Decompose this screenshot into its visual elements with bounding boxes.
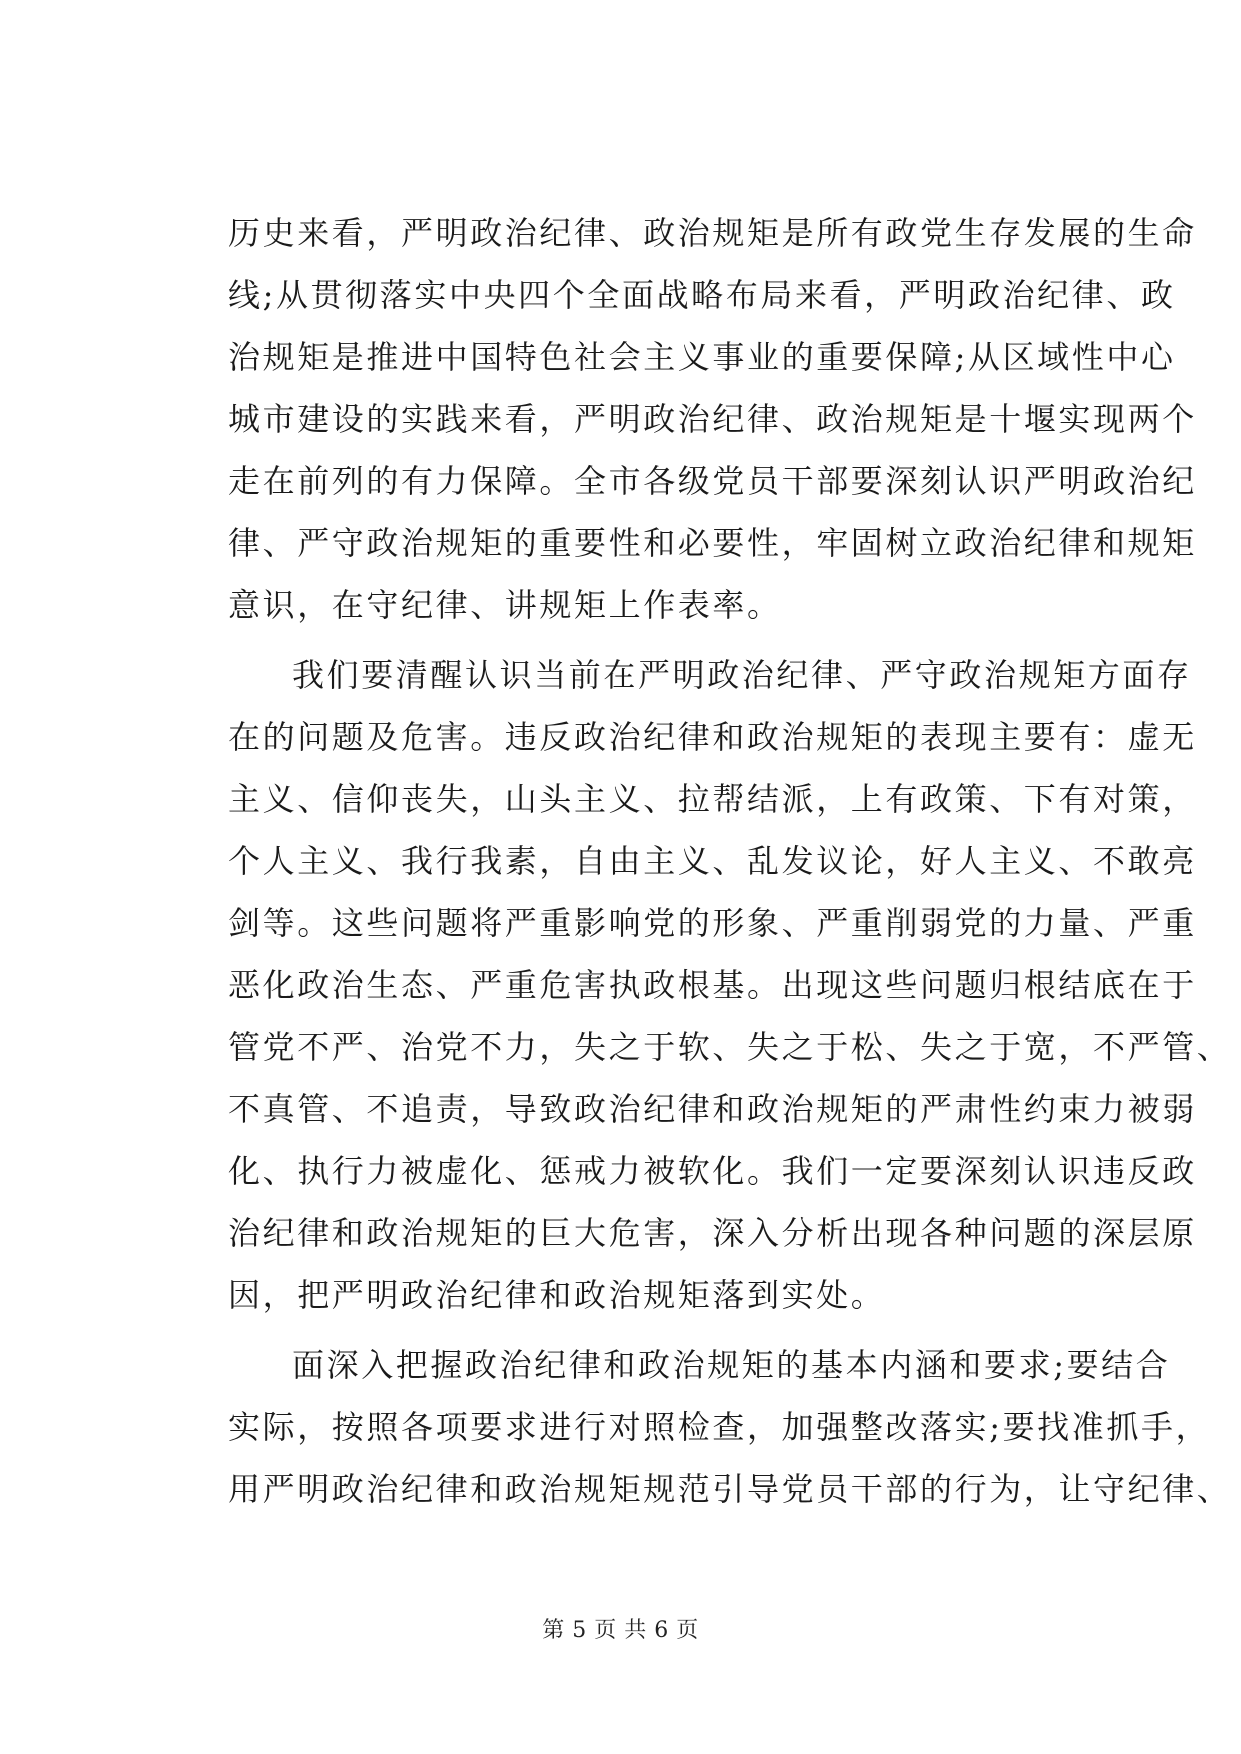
paragraph-1-line-2: 线;从贯彻落实中央四个全面战略布局来看，严明政治纪律、政 [228,276,1176,314]
paragraph-2-line-7: 管党不严、治党不力，失之于软、失之于松、失之于宽，不严管、 [228,1028,1232,1066]
paragraph-2-line-8: 不真管、不追责，导致政治纪律和政治规矩的严肃性约束力被弱 [228,1090,1197,1128]
paragraph-1-line-3: 治规矩是推进中国特色社会主义事业的重要保障;从区域性中心 [228,338,1176,376]
paragraph-1-line-7: 意识，在守纪律、讲规矩上作表率。 [228,586,782,624]
paragraph-1-line-6: 律、严守政治规矩的重要性和必要性，牢固树立政治纪律和规矩 [228,524,1197,562]
paragraph-1-line-1: 历史来看，严明政治纪律、政治规矩是所有政党生存发展的生命 [228,214,1197,252]
paragraph-2-line-2: 在的问题及危害。违反政治纪律和政治规矩的表现主要有：虚无 [228,718,1197,756]
paragraph-2-line-6: 恶化政治生态、严重危害执政根基。出现这些问题归根结底在于 [228,966,1197,1004]
paragraph-2-line-11: 因，把严明政治纪律和政治规矩落到实处。 [228,1276,886,1314]
paragraph-2-line-3: 主义、信仰丧失，山头主义、拉帮结派，上有政策、下有对策， [228,780,1197,818]
paragraph-3-line-3: 用严明政治纪律和政治规矩规范引导党员干部的行为，让守纪律、 [228,1470,1232,1508]
paragraph-3-line-1: 面深入把握政治纪律和政治规矩的基本内涵和要求;要结合 [292,1346,1171,1384]
paragraph-2-line-4: 个人主义、我行我素，自由主义、乱发议论，好人主义、不敢亮 [228,842,1197,880]
paragraph-2-line-9: 化、执行力被虚化、惩戒力被软化。我们一定要深刻认识违反政 [228,1152,1197,1190]
document-body [228,202,1232,1520]
paragraph-3-line-2: 实际，按照各项要求进行对照检查，加强整改落实;要找准抓手， [228,1408,1211,1446]
paragraph-1-line-4: 城市建设的实践来看，严明政治纪律、政治规矩是十堰实现两个 [228,400,1197,438]
paragraph-2-line-10: 治纪律和政治规矩的巨大危害，深入分析出现各种问题的深层原 [228,1214,1197,1252]
page-number-footer: 第 5 页 共 6 页 [542,1618,699,1643]
paragraph-2-line-1: 我们要清醒认识当前在严明政治纪律、严守政治规矩方面存 [292,656,1192,694]
paragraph-2-line-5: 剑等。这些问题将严重影响党的形象、严重削弱党的力量、严重 [228,904,1197,942]
paragraph-1-line-5: 走在前列的有力保障。全市各级党员干部要深刻认识严明政治纪 [228,462,1197,500]
